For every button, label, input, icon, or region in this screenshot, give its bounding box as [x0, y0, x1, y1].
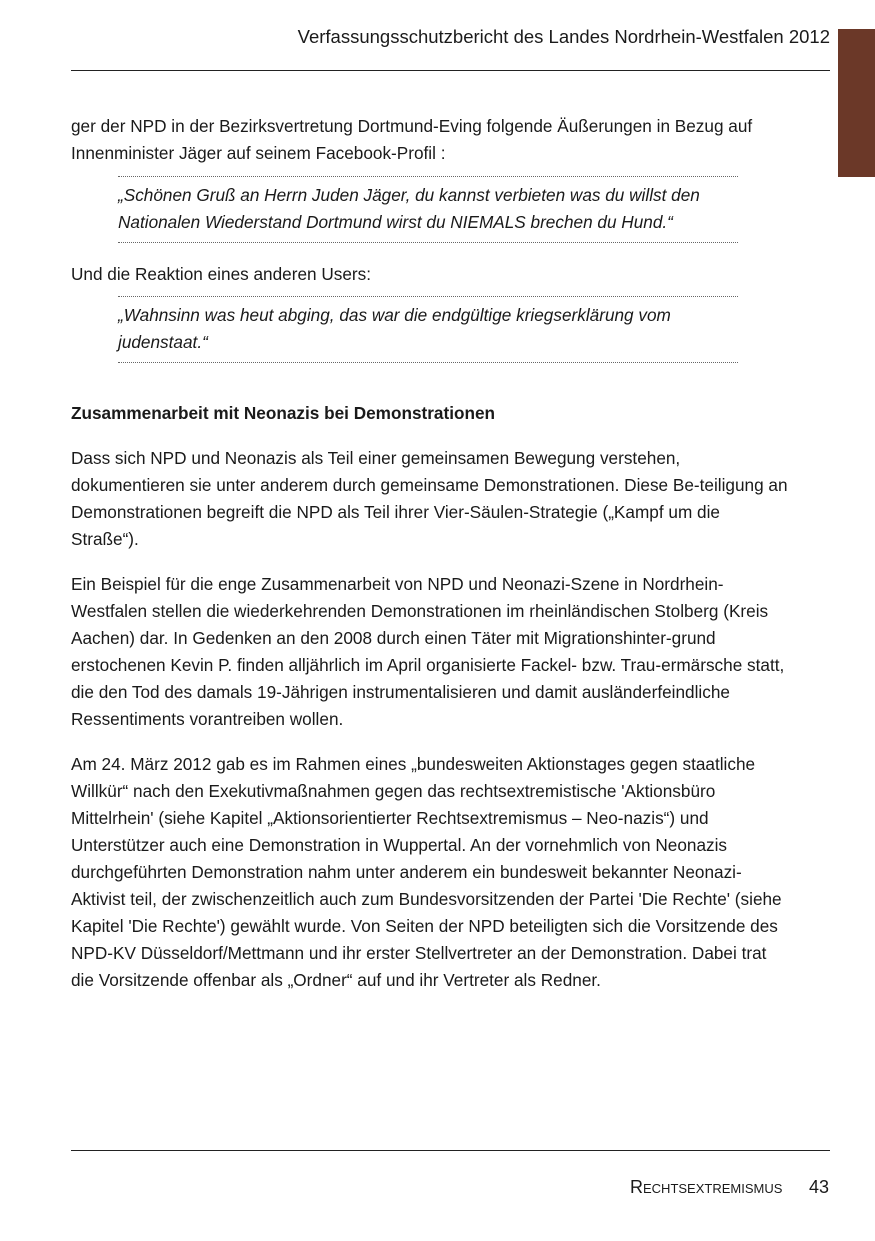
footer-section-label: Rechtsextremismus — [630, 1177, 783, 1197]
page-header-title: Verfassungsschutzbericht des Landes Nordrhein-Westfalen 2012 — [297, 26, 830, 47]
body-paragraph: Ein Beispiel für die enge Zusammenarbeit von NPD und Neonazi-Szene in Nordrhein-Westfalen stellen die wiederkehrenden Demonstrationen im rheinländischen Stolberg (Kreis Aachen) dar. In Gedenken an den 2008 durch einen Täter mit Migrationshinter-grund erstochenen Kevin P. finden alljährlich im April organisierte Fackel- bzw. Trau-ermärsche statt, die den Tod des damals 19-Jährigen instrumentalisieren und damit ausländerfeindliche Ressentiments vorantreiben wollen. — [71, 574, 785, 729]
body-paragraph: Dass sich NPD und Neonazis als Teil einer gemeinsamen Bewegung verstehen, dokumentieren sie unter anderem durch gemeinsame Demonstrationen. Diese Be-teiligung an Demonstrationen begreift die NPD als Teil ihrer Vier-Säulen-Strategie („Kampf um die Straße“). — [71, 448, 788, 549]
reaction-paragraph: Und die Reaktion eines anderen Users: — [71, 264, 372, 284]
page-content — [71, 113, 791, 994]
footer-divider — [71, 1150, 830, 1151]
page-number: 43 — [809, 1177, 830, 1197]
section-heading: Zusammenarbeit mit Neonazis bei Demonstrationen — [71, 403, 496, 423]
body-paragraph: Am 24. März 2012 gab es im Rahmen eines „bundesweiten Aktionstages gegen staatliche Willkür“ nach den Exekutivmaßnahmen gegen das rechtsextremistische 'Aktionsbüro Mittelrhein' (siehe Kapitel „Aktionsorientierter Rechtsextremismus – Neo-nazis“) und Unterstützer auch eine Demonstration in Wuppertal. An der vornehmlich von Neonazis durchgeführten Demonstration nahm unter anderem ein bundesweit bekannter Neonazi-Aktivist teil, der zwischenzeitlich auch zum Bundesvorsitzenden der Partei 'Die Rechte' (siehe Kapitel 'Die Rechte') gewählt wurde. Von Seiten der NPD beteiligten sich die Vorsitzende des NPD-KV Düsseldorf/Mettmann und ihr erster Stellvertreter an der Demonstration. Dabei trat die Vorsitzende offenbar als „Ordner“ auf und ihr Vertreter als Redner. — [71, 754, 782, 990]
user-reaction-quote: „Wahnsinn was heut abging, das war die endgültige kriegserklärung vom judenstaat.“ — [118, 296, 738, 363]
facebook-quote: „Schönen Gruß an Herrn Juden Jäger, du kannst verbieten was du willst den Nationalen Wiederstand Dortmund wirst du NIEMALS brechen du Hund.“ — [118, 176, 738, 243]
header-divider — [71, 70, 830, 71]
chapter-tab-marker — [838, 29, 875, 177]
intro-paragraph: ger der NPD in der Bezirksvertretung Dortmund-Eving folgende Äußerungen in Bezug auf Innenminister Jäger auf seinem Facebook-Profil : — [71, 116, 753, 163]
